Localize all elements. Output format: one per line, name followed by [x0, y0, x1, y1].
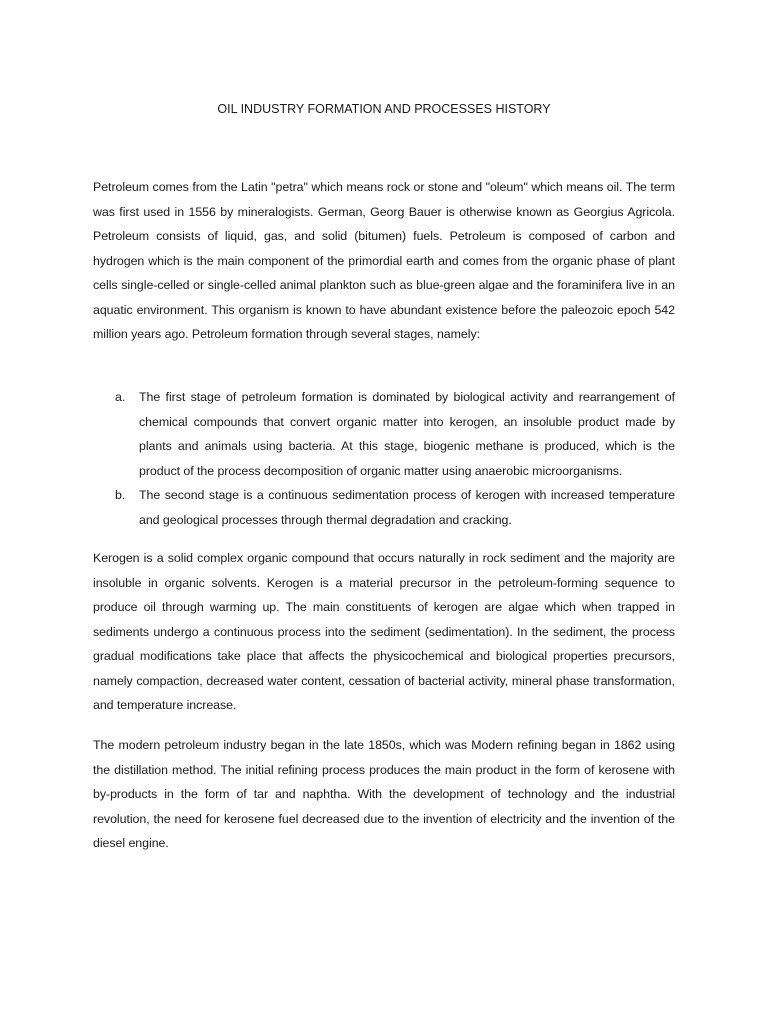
paragraph-kerogen: Kerogen is a solid complex organic compound that occurs naturally in rock sediment and the majority are insoluble in organic solvents. Kerogen is a material precursor in the petroleum-forming sequence to produce oil through warming up. The main constituents of kerogen are algae which when trapped in sediments undergo a continuous process into the sediment (sedimentation). In the sediment, the process gradual modifications take place that affects the physicochemical and biological properties precursors, namely compaction, decreased water content, cessation of bacterial activity, mineral phase transformation, and temperature increase.	[93, 551, 675, 712]
list-marker: b.	[115, 488, 126, 502]
list-marker: a.	[115, 390, 126, 404]
paragraph-petroleum-origin: Petroleum comes from the Latin "petra" which means rock or stone and "oleum" which means oil. The term was first used in 1556 by mineralogists. German, Georg Bauer is otherwise known as Georgius Agricola. Petroleum consists of liquid, gas, and solid (bitumen) fuels. Petroleum is composed of carbon and hydrogen which is the main component of the primordial earth and comes from the organic phase of plant cells single-celled or single-celled animal plankton such as blue-green algae and the foraminifera live in an aquatic environment. This organism is known to have abundant existence before the paleozoic epoch 542 million years ago. Petroleum formation through several stages, namely:	[93, 180, 675, 341]
list-item-text: The first stage of petroleum formation is dominated by biological activity and rearrangement of chemical compounds that convert organic matter into kerogen, an insoluble product made by plants and animals using bacteria. At this stage, biogenic methane is produced, which is the product of the process decomposition of organic matter using anaerobic microorganisms.	[139, 390, 675, 478]
paragraph-modern-industry: The modern petroleum industry began in the late 1850s, which was Modern refining began in 1862 using the distillation method. The initial refining process produces the main product in the form of kerosene with by-products in the form of tar and naphtha. With the development of technology and the industrial revolution, the need for kerosene fuel decreased due to the invention of electricity and the invention of the diesel engine.	[93, 738, 675, 850]
list-item-text: The second stage is a continuous sedimentation process of kerogen with increased temperature and geological processes through thermal degradation and cracking.	[139, 488, 675, 527]
list-item	[93, 483, 675, 532]
document-title: OIL INDUSTRY FORMATION AND PROCESSES HISTORY	[217, 102, 551, 116]
list-item	[93, 385, 675, 483]
formation-stages-list	[93, 385, 675, 532]
